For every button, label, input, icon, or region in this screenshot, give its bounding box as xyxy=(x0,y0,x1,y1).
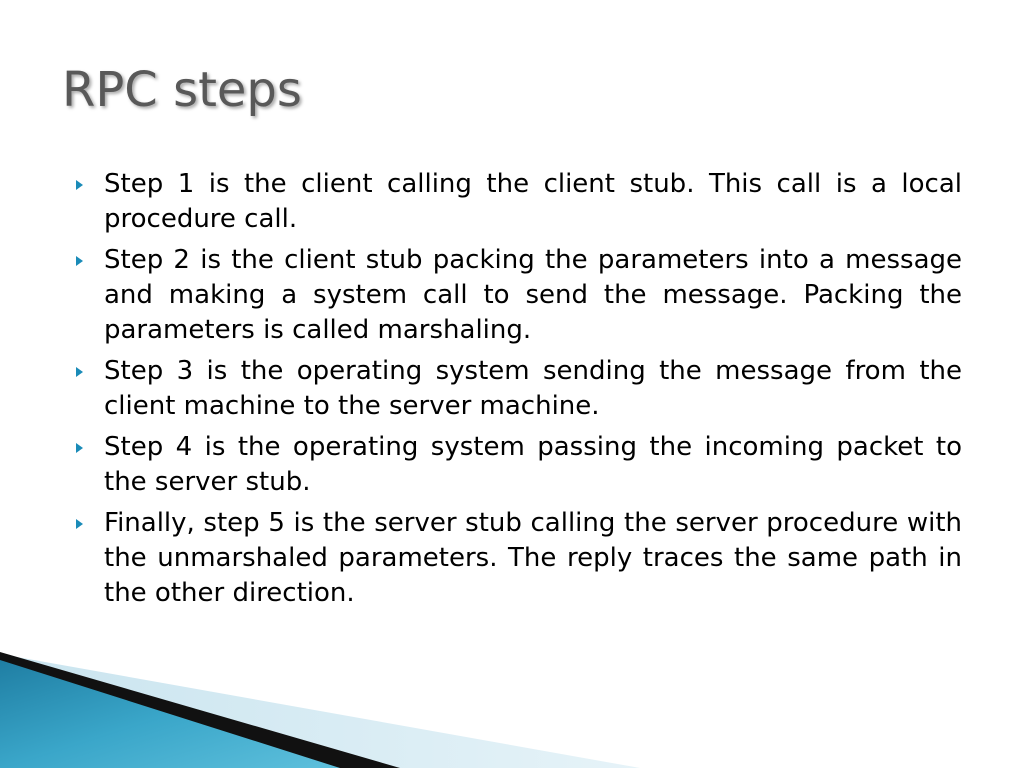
triangle-bullet-icon xyxy=(76,180,83,190)
triangle-bullet-icon xyxy=(76,519,83,529)
triangle-bullet-icon xyxy=(76,256,83,266)
bullet-text: Step 4 is the operating system passing the incoming packet to the server stub. xyxy=(104,432,962,497)
triangle-bullet-icon xyxy=(76,443,83,453)
bullet-item-4 xyxy=(70,430,962,500)
bullet-item-3 xyxy=(70,354,962,424)
bullet-text: Step 1 is the client calling the client stub. This call is a local procedure call. xyxy=(104,169,962,234)
bullet-text: Step 2 is the client stub packing the parameters into a message and making a system call to send the message. Packing the parameters is called marshaling. xyxy=(104,245,962,345)
bullet-item-5 xyxy=(70,506,962,611)
corner-swoosh-decoration xyxy=(0,638,1024,768)
slide-title: RPC steps xyxy=(62,62,302,118)
bullet-list xyxy=(70,167,962,617)
bullet-item-1 xyxy=(70,167,962,237)
bullet-text: Step 3 is the operating system sending the message from the client machine to the server machine. xyxy=(104,356,962,421)
bullet-text: Finally, step 5 is the server stub calling the server procedure with the unmarshaled parameters. The reply traces the same path in the other direction. xyxy=(104,508,962,608)
triangle-bullet-icon xyxy=(76,367,83,377)
bullet-item-2 xyxy=(70,243,962,348)
